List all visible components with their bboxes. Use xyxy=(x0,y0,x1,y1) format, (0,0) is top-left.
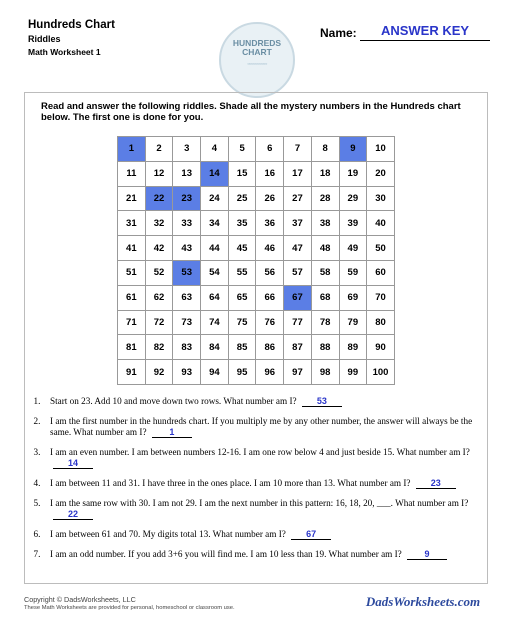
worksheet-header xyxy=(28,18,115,59)
riddle-text: I am the first number in the hundreds chart. If you multiply me by any other number, the answer will always be the same. What number am I? 1 xyxy=(50,416,473,437)
riddle-number: 3. xyxy=(33,447,41,457)
chart-cell: 6 xyxy=(256,137,284,162)
chart-cell: 79 xyxy=(340,311,368,336)
riddle-answer: 14 xyxy=(53,458,93,469)
chart-cell: 29 xyxy=(340,187,368,212)
chart-cell: 61 xyxy=(118,286,146,311)
riddle-text: I am the same row with 30. I am not 29. I am the next number in this pattern: 16, 18, 20, ___. What number am I? 22 xyxy=(50,498,469,519)
chart-cell: 85 xyxy=(229,335,257,360)
chart-cell: 30 xyxy=(367,187,395,212)
chart-cell: 88 xyxy=(312,335,340,360)
chart-cell: 80 xyxy=(367,311,395,336)
chart-cell: 17 xyxy=(284,162,312,187)
chart-cell: 37 xyxy=(284,211,312,236)
riddle-item xyxy=(24,447,480,469)
riddle-text: Start on 23. Add 10 and move down two rows. What number am I? 53 xyxy=(50,396,480,407)
chart-cell: 32 xyxy=(146,211,174,236)
chart-cell: 63 xyxy=(173,286,201,311)
chart-cell: 12 xyxy=(146,162,174,187)
chart-cell: 10 xyxy=(367,137,395,162)
chart-cell: 19 xyxy=(340,162,368,187)
chart-cell-shaded: 14 xyxy=(201,162,229,187)
chart-cell: 59 xyxy=(340,261,368,286)
chart-cell: 95 xyxy=(229,360,257,385)
hundreds-chart-logo xyxy=(219,22,295,98)
chart-cell: 72 xyxy=(146,311,174,336)
chart-cell: 86 xyxy=(256,335,284,360)
chart-cell: 40 xyxy=(367,211,395,236)
riddle-item xyxy=(24,529,480,540)
riddle-text: I am an even number. I am between numbers 12-16. I am one row below 4 and just beside 15. What number am I? 14 xyxy=(50,447,470,468)
chart-cell: 39 xyxy=(340,211,368,236)
chart-cell: 77 xyxy=(284,311,312,336)
riddle-number: 7. xyxy=(33,549,41,559)
riddle-item xyxy=(24,498,480,520)
riddle-item xyxy=(24,549,480,560)
chart-cell: 31 xyxy=(118,211,146,236)
chart-cell: 70 xyxy=(367,286,395,311)
chart-cell: 49 xyxy=(340,236,368,261)
chart-cell: 15 xyxy=(229,162,257,187)
chart-cell: 94 xyxy=(201,360,229,385)
chart-cell: 83 xyxy=(173,335,201,360)
worksheet-number: Math Worksheet 1 xyxy=(28,47,101,57)
chart-cell: 69 xyxy=(340,286,368,311)
chart-cell: 24 xyxy=(201,187,229,212)
chart-cell: 93 xyxy=(173,360,201,385)
chart-cell: 58 xyxy=(312,261,340,286)
riddle-item xyxy=(24,416,480,438)
riddle-answer: 9 xyxy=(407,549,447,560)
chart-cell: 71 xyxy=(118,311,146,336)
logo-text-line1: HUNDREDS xyxy=(232,38,282,48)
chart-cell: 75 xyxy=(229,311,257,336)
usage-note: These Math Worksheets are provided for personal, homeschool or classroom use. xyxy=(24,605,235,611)
footer xyxy=(24,595,235,613)
chart-cell: 33 xyxy=(173,211,201,236)
riddle-list xyxy=(24,396,480,569)
chart-cell: 41 xyxy=(118,236,146,261)
chart-cell: 76 xyxy=(256,311,284,336)
riddle-text: I am an odd number. If you add 3+6 you will find me. I am 10 less than 19. What number am I? 9 xyxy=(50,549,480,560)
chart-cell: 8 xyxy=(312,137,340,162)
chart-cell: 38 xyxy=(312,211,340,236)
chart-cell-shaded: 53 xyxy=(173,261,201,286)
riddle-answer: 67 xyxy=(291,529,331,540)
name-label: Name: xyxy=(320,26,357,40)
riddle-answer: 1 xyxy=(152,427,192,438)
chart-cell: 48 xyxy=(312,236,340,261)
chart-cell: 4 xyxy=(201,137,229,162)
chart-cell: 46 xyxy=(256,236,284,261)
chart-cell: 11 xyxy=(118,162,146,187)
chart-cell: 52 xyxy=(146,261,174,286)
chart-cell: 73 xyxy=(173,311,201,336)
copyright-text: Copyright © DadsWorksheets, LLC xyxy=(24,595,136,604)
chart-cell: 68 xyxy=(312,286,340,311)
chart-cell: 99 xyxy=(340,360,368,385)
worksheet-subtitle: Riddles xyxy=(28,34,61,44)
chart-cell: 64 xyxy=(201,286,229,311)
chart-cell: 81 xyxy=(118,335,146,360)
hundreds-chart xyxy=(117,136,395,385)
chart-cell-shaded: 23 xyxy=(173,187,201,212)
chart-cell: 55 xyxy=(229,261,257,286)
chart-cell: 44 xyxy=(201,236,229,261)
chart-cell: 2 xyxy=(146,137,174,162)
chart-cell: 82 xyxy=(146,335,174,360)
chart-cell: 97 xyxy=(284,360,312,385)
chart-cell: 100 xyxy=(367,360,395,385)
chart-cell: 91 xyxy=(118,360,146,385)
chart-cell-shaded: 9 xyxy=(340,137,368,162)
chart-cell: 51 xyxy=(118,261,146,286)
riddle-item xyxy=(24,478,480,489)
riddle-answer: 53 xyxy=(302,396,342,407)
chart-cell: 45 xyxy=(229,236,257,261)
chart-cell: 43 xyxy=(173,236,201,261)
chart-cell: 25 xyxy=(229,187,257,212)
worksheet-title: Hundreds Chart xyxy=(28,19,115,31)
chart-cell: 92 xyxy=(146,360,174,385)
chart-cell: 78 xyxy=(312,311,340,336)
chart-cell: 84 xyxy=(201,335,229,360)
chart-cell: 66 xyxy=(256,286,284,311)
chart-cell: 3 xyxy=(173,137,201,162)
chart-cell: 90 xyxy=(367,335,395,360)
riddle-number: 4. xyxy=(33,478,41,488)
chart-cell: 47 xyxy=(284,236,312,261)
chart-cell: 34 xyxy=(201,211,229,236)
chart-cell: 57 xyxy=(284,261,312,286)
instructions: Read and answer the following riddles. Shade all the mystery numbers in the Hundreds chart below. The first one is done for you. xyxy=(41,101,461,123)
riddle-item xyxy=(24,396,480,407)
name-field: ANSWER KEY xyxy=(360,22,490,41)
chart-cell: 50 xyxy=(367,236,395,261)
logo-decoration-icon: ◦◦◦◦◦◦◦◦◦◦ xyxy=(247,61,267,68)
chart-cell: 87 xyxy=(284,335,312,360)
riddle-number: 1. xyxy=(33,396,41,406)
chart-cell: 60 xyxy=(367,261,395,286)
chart-cell-shaded: 1 xyxy=(118,137,146,162)
chart-cell: 56 xyxy=(256,261,284,286)
chart-cell: 27 xyxy=(284,187,312,212)
riddle-text: I am between 61 and 70. My digits total 13. What number am I? 67 xyxy=(50,529,480,540)
riddle-answer: 22 xyxy=(53,509,93,520)
chart-cell: 5 xyxy=(229,137,257,162)
chart-cell: 62 xyxy=(146,286,174,311)
chart-cell: 18 xyxy=(312,162,340,187)
chart-cell: 74 xyxy=(201,311,229,336)
chart-cell: 89 xyxy=(340,335,368,360)
chart-cell: 28 xyxy=(312,187,340,212)
chart-cell-shaded: 67 xyxy=(284,286,312,311)
chart-cell: 35 xyxy=(229,211,257,236)
chart-cell: 98 xyxy=(312,360,340,385)
chart-cell-shaded: 22 xyxy=(146,187,174,212)
chart-cell: 65 xyxy=(229,286,257,311)
logo-text-line2: CHART xyxy=(242,47,272,57)
chart-cell: 7 xyxy=(284,137,312,162)
riddle-number: 6. xyxy=(33,529,41,539)
chart-cell: 21 xyxy=(118,187,146,212)
chart-cell: 96 xyxy=(256,360,284,385)
riddle-number: 2. xyxy=(33,416,41,426)
riddle-answer: 23 xyxy=(416,478,456,489)
chart-cell: 42 xyxy=(146,236,174,261)
chart-cell: 13 xyxy=(173,162,201,187)
chart-cell: 20 xyxy=(367,162,395,187)
chart-cell: 54 xyxy=(201,261,229,286)
chart-cell: 16 xyxy=(256,162,284,187)
chart-cell: 26 xyxy=(256,187,284,212)
riddle-number: 5. xyxy=(33,498,41,508)
riddle-text: I am between 11 and 31. I have three in the ones place. I am 10 more than 13. What number am I? 23 xyxy=(50,478,480,489)
dadsworksheets-logo: DadsWorksheets.com xyxy=(365,594,481,609)
chart-cell: 36 xyxy=(256,211,284,236)
